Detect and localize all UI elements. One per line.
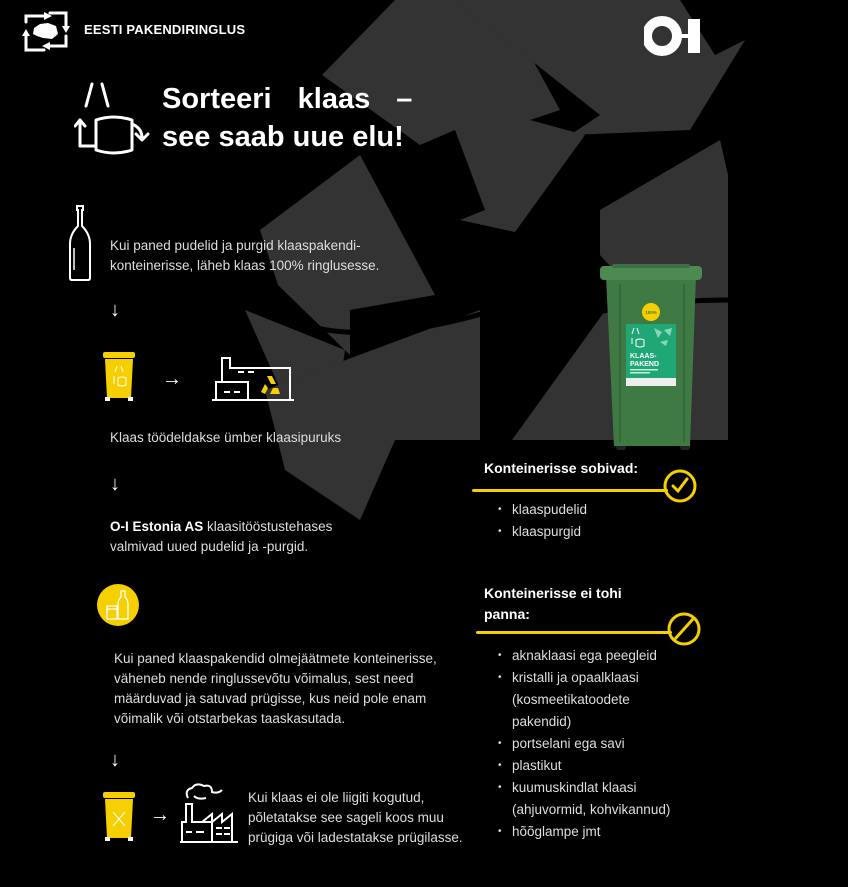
arrow-right-icon: → [150, 804, 170, 826]
final-step-text: Kui klaas ei ole liigiti kogutud, põletatakse see sageli koos muu prügiga või ladestatakse prügilasse. [248, 790, 463, 845]
incinerator-factory-icon [178, 782, 240, 844]
check-circle-icon [662, 468, 698, 504]
brand-name: EESTI PAKENDIRINGLUS [84, 22, 246, 37]
prohibited-circle-icon [666, 611, 702, 647]
title-line-2: see saab uue elu! [162, 121, 404, 153]
not-allowed-heading: Konteinerisse ei tohi panna: [484, 585, 622, 622]
step2-text: Klaas töödeldakse ümber klaasipuruks [110, 430, 342, 445]
not-allowed-item: • portselani ega savi [498, 733, 678, 755]
allowed-item: • klaaspudelid [498, 499, 587, 521]
title-line-1: Sorteeri klaas – [162, 83, 413, 115]
allowed-divider [472, 489, 668, 492]
page-title [162, 80, 412, 156]
warning-text: Kui paned klaaspakendid olmejäätmete konteinerisse, väheneb nende ringlussevõtu võimalus, sest need määrduvad ja satuvad prügisse, kus neid pole enam võimalik või otstarbekas taaskasutada. [114, 651, 437, 726]
bottle-icon [68, 204, 92, 282]
not-allowed-item: • plastikut [498, 755, 678, 777]
svg-text:100%: 100% [645, 310, 657, 315]
step1-text: Kui paned pudelid ja purgid klaaspakendi- konteinerisse, läheb klaas 100% ringlusesse. [110, 238, 380, 273]
step3-text: O-I Estonia AS klaasitööstustehases valmivad uued pudelid ja -purgid. [110, 519, 333, 554]
allowed-list [498, 499, 587, 543]
recycling-factory-icon [210, 354, 296, 404]
not-allowed-item: • aknaklaasi ega peegleid [498, 645, 678, 667]
company-name: O-I Estonia AS [110, 519, 204, 534]
bottle-jar-recycle-icon [74, 78, 154, 166]
allowed-heading: Konteinerisse sobivad: [484, 460, 639, 476]
not-allowed-item: • kristalli ja opaalklaasi (kosmeetikatoodete pakendid) [498, 667, 678, 733]
o-i-logo-icon [644, 16, 704, 56]
allowed-item: • klaaspurgid [498, 521, 587, 543]
not-allowed-item: • kuumuskindlat klaasi (ahjuvormid, kohvikannud) [498, 777, 678, 821]
eesti-pakendiringlus-logo-icon [18, 8, 74, 54]
svg-text:PAKEND: PAKEND [630, 361, 660, 368]
not-allowed-item: • hõõglampe jmt [498, 821, 678, 843]
not-allowed-divider [476, 631, 672, 634]
yellow-glass-bin-icon [102, 350, 136, 402]
arrow-down-icon: ↓ [110, 749, 120, 771]
arrow-down-icon: ↓ [110, 299, 120, 321]
not-allowed-list [498, 645, 678, 843]
yellow-mixed-waste-bin-icon [102, 790, 136, 842]
arrow-down-icon: ↓ [110, 473, 120, 495]
green-glass-bin-image [598, 262, 704, 450]
svg-text:KLAAS-: KLAAS- [630, 353, 657, 360]
arrow-right-icon: → [162, 368, 182, 390]
yellow-circle-glass-icon [96, 583, 140, 627]
